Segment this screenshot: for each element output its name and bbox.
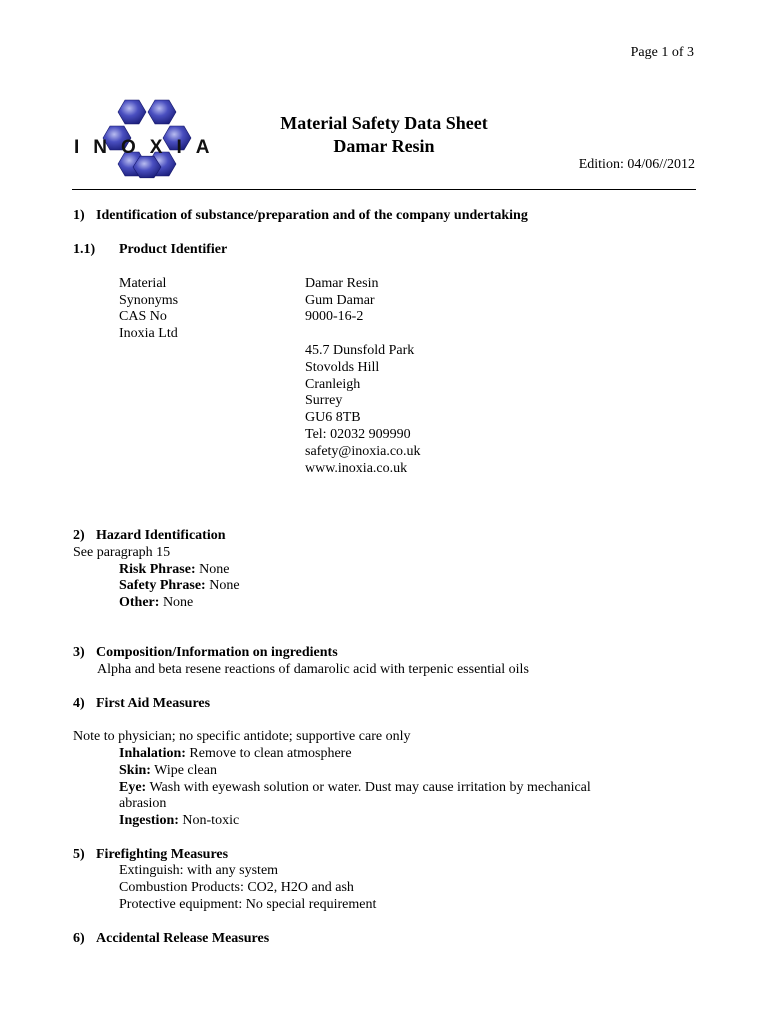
label-material: Material [119, 276, 167, 291]
label-company: Inoxia Ltd [119, 326, 178, 341]
section-5-heading: 5) Firefighting Measures [73, 847, 229, 862]
edition-date: Edition: 04/06//2012 [578, 157, 695, 172]
first-aid-skin: Skin: Wipe clean [119, 763, 217, 778]
address-line: Cranleigh [305, 377, 361, 392]
first-aid-inhalation: Inhalation: Remove to clean atmosphere [119, 746, 352, 761]
value-material: Damar Resin [305, 276, 379, 291]
section-2-note: See paragraph 15 [73, 545, 171, 560]
address-website[interactable]: www.inoxia.co.uk [305, 461, 408, 476]
first-aid-eye: Eye: Wash with eyewash solution or water. Dust may cause irritation by mechanical [119, 780, 591, 795]
address-line: Surrey [305, 393, 343, 408]
value-synonyms: Gum Damar [305, 293, 375, 308]
section-4-heading: 4) First Aid Measures [73, 696, 211, 711]
value-cas: 9000-16-2 [305, 309, 364, 324]
firefighting-combustion: Combustion Products: CO2, H2O and ash [119, 880, 354, 895]
risk-phrase: Risk Phrase: None [119, 562, 230, 577]
logo-text: INOXIA [74, 137, 224, 158]
firefighting-equipment: Protective equipment: No special requirement [119, 897, 377, 912]
address-phone: Tel: 02032 909990 [305, 427, 411, 442]
first-aid-eye-continued: abrasion [119, 796, 167, 811]
page-number: Page 1 of 3 [630, 45, 694, 60]
address-postcode: GU6 8TB [305, 410, 361, 425]
label-cas: CAS No [119, 309, 167, 324]
section-1-1-number: 1.1) [73, 242, 96, 257]
address-line: 45.7 Dunsfold Park [305, 343, 415, 358]
safety-phrase: Safety Phrase: None [119, 578, 240, 593]
document-title: Material Safety Data Sheet [280, 113, 488, 133]
label-synonyms: Synonyms [119, 293, 179, 308]
section-1-heading: 1) Identification of substance/preparation and of the company undertaking [73, 208, 528, 223]
section-2-heading: 2) Hazard Identification [73, 528, 226, 543]
section-6-heading: 6) Accidental Release Measures [73, 931, 270, 946]
header-divider [72, 189, 696, 190]
address-email[interactable]: safety@inoxia.co.uk [305, 444, 421, 459]
section-1-1-title: Product Identifier [119, 242, 228, 257]
first-aid-ingestion: Ingestion: Non-toxic [119, 813, 240, 828]
firefighting-extinguish: Extinguish: with any system [119, 863, 279, 878]
other-phrase: Other: None [119, 595, 194, 610]
section-4-note: Note to physician; no specific antidote; supportive care only [73, 729, 411, 744]
section-3-heading: 3) Composition/Information on ingredients [73, 645, 338, 660]
address-line: Stovolds Hill [305, 360, 380, 375]
section-3-text: Alpha and beta resene reactions of damarolic acid with terpenic essential oils [97, 662, 529, 677]
document-subtitle: Damar Resin [333, 136, 435, 156]
